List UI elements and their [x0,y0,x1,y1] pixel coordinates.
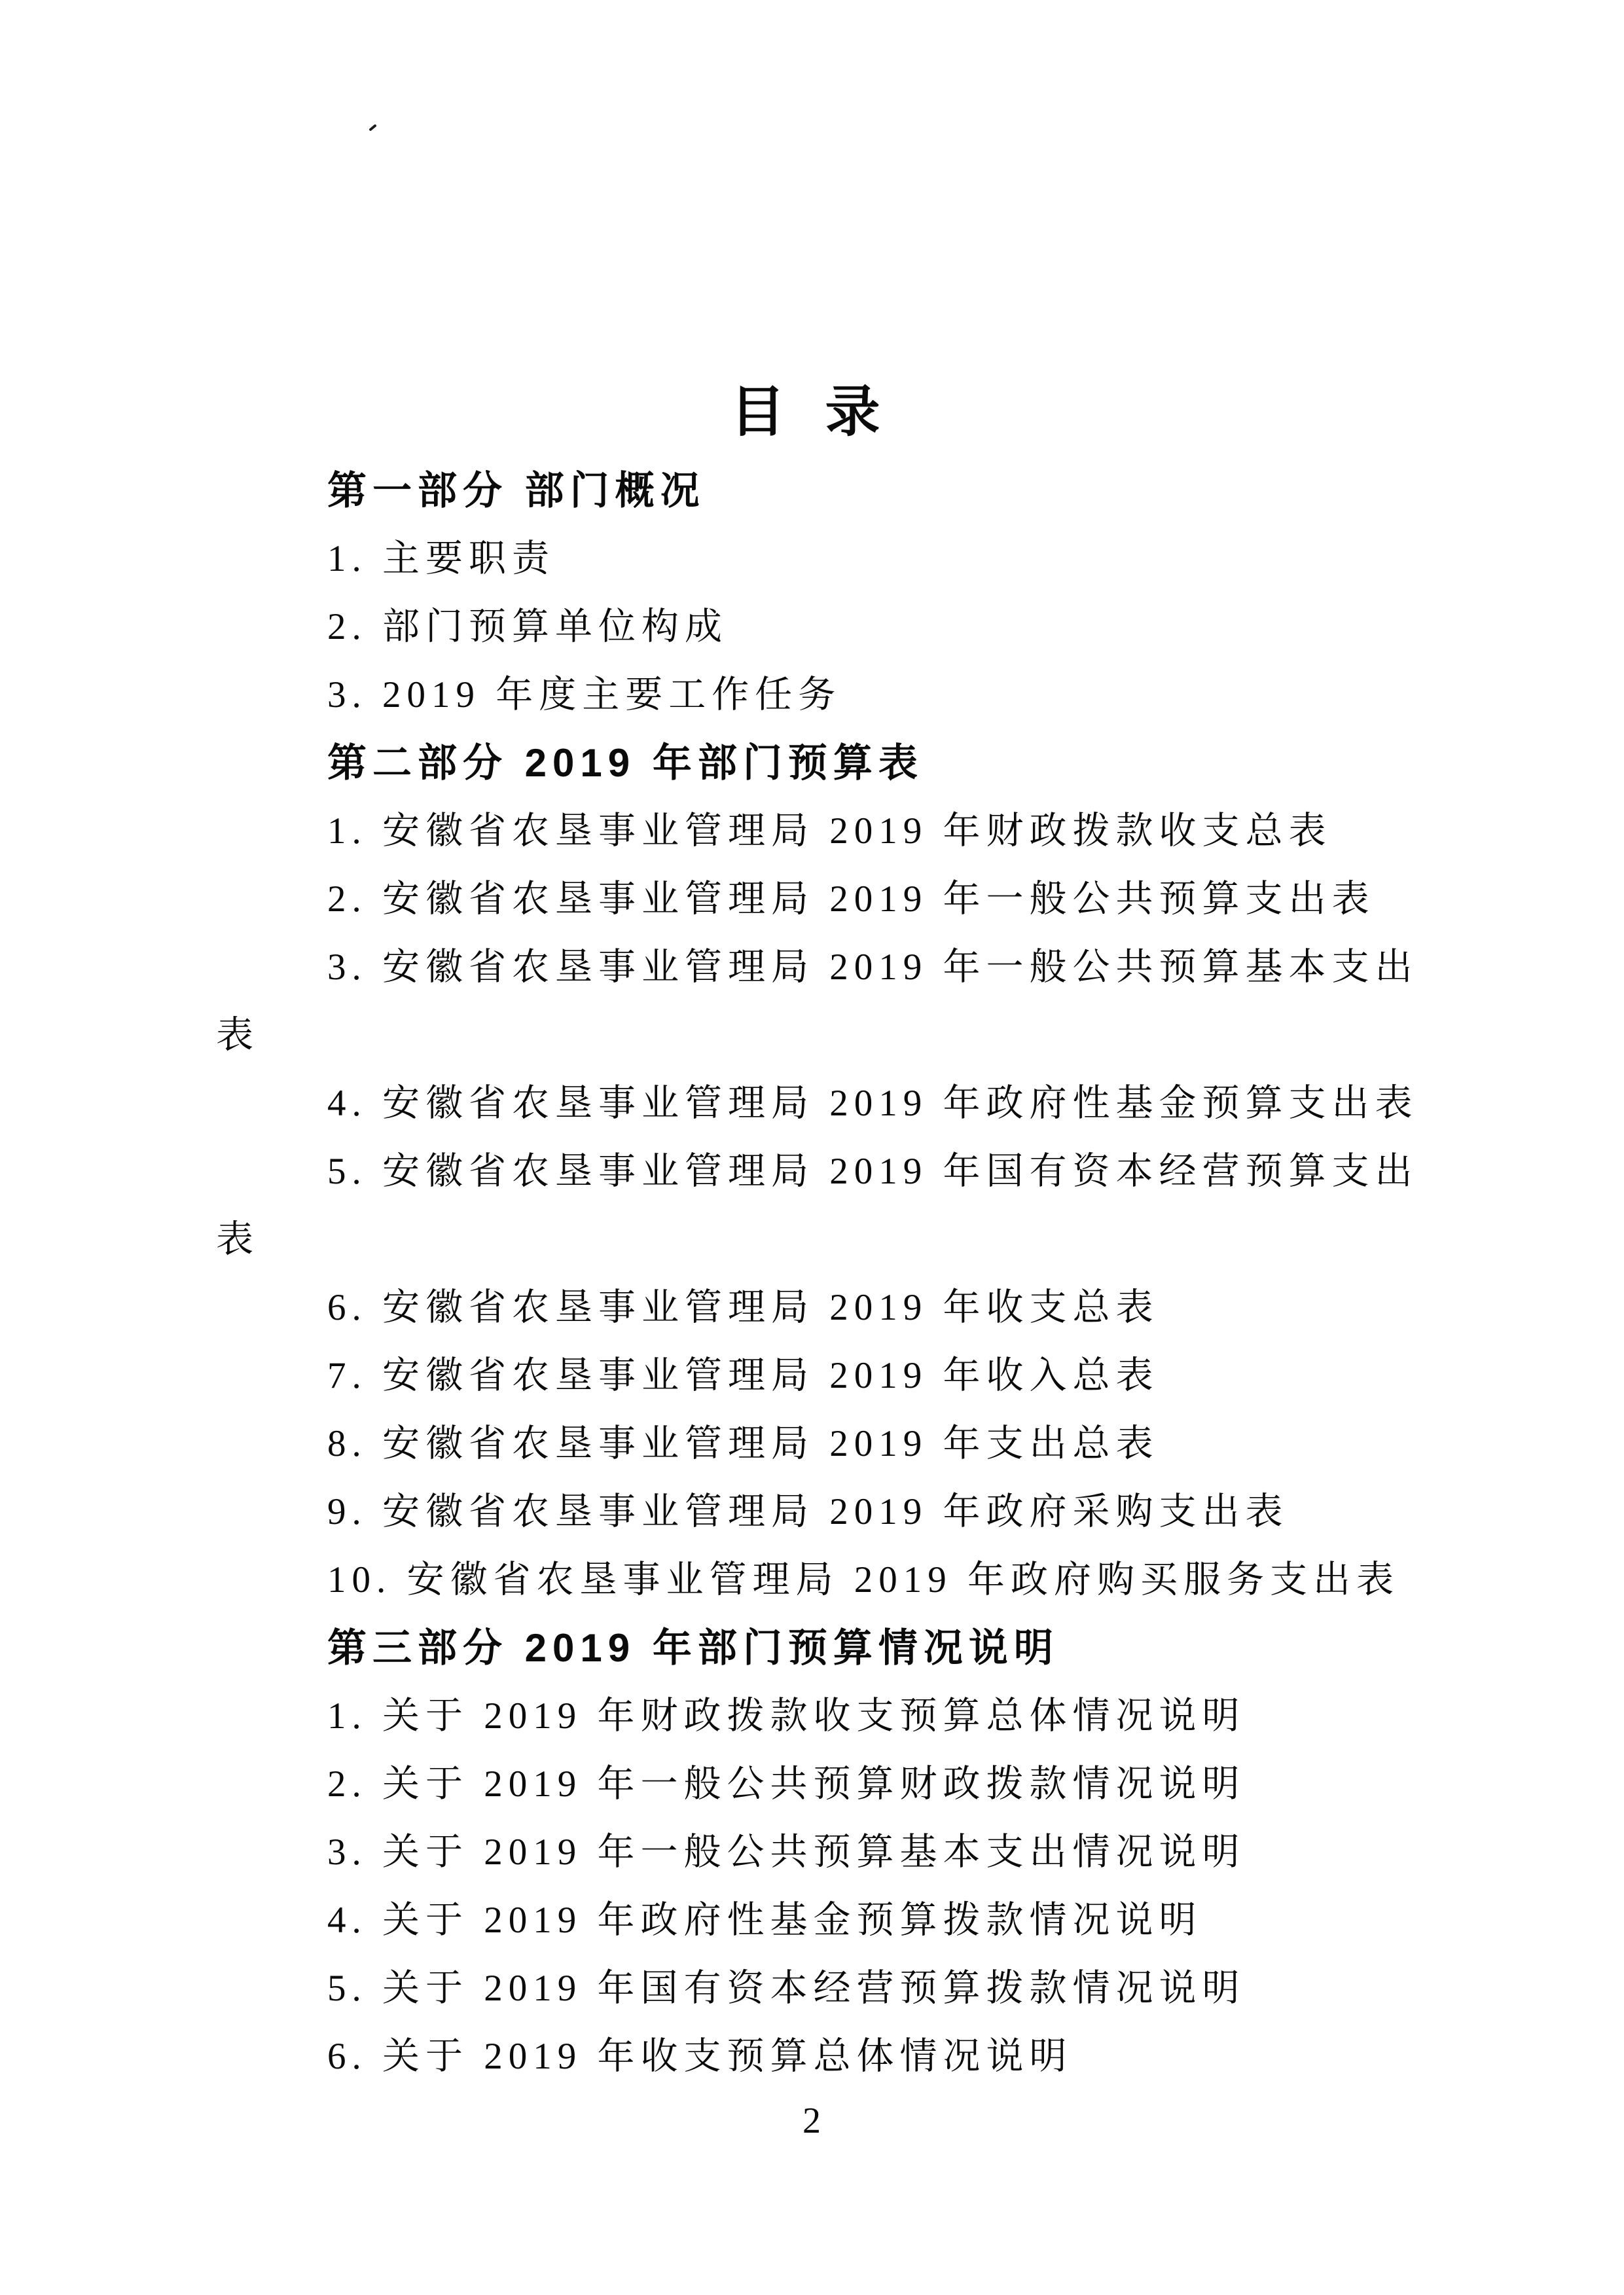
toc-section2-item2: 2. 安徽省农垦事业管理局 2019 年一般公共预算支出表 [327,878,1375,920]
toc-section2-item5: 5. 安徽省农垦事业管理局 2019 年国有资本经营预算支出 [327,1151,1418,1192]
toc-section1-item1: 1. 主要职责 [327,538,555,579]
page-number: 2 [803,2101,821,2141]
toc-section2-item7: 7. 安徽省农垦事业管理局 2019 年收入总表 [327,1355,1159,1396]
toc-section2-item1: 1. 安徽省农垦事业管理局 2019 年财政拨款收支总表 [327,810,1332,852]
toc-section1-item3: 3. 2019 年度主要工作任务 [327,674,842,715]
toc-section3-item6: 6. 关于 2019 年收支预算总体情况说明 [327,2036,1073,2077]
toc-section2-item4: 4. 安徽省农垦事业管理局 2019 年政府性基金预算支出表 [327,1083,1418,1124]
toc-section1-header: 第一部分 部门概况 [327,469,706,513]
toc-section3-item3: 3. 关于 2019 年一般公共预算基本支出情况说明 [327,1832,1246,1873]
toc-section2-item3: 3. 安徽省农垦事业管理局 2019 年一般公共预算基本支出 [327,947,1418,988]
toc-section3-item4: 4. 关于 2019 年政府性基金预算拨款情况说明 [327,1900,1202,1941]
toc-section1-item2: 2. 部门预算单位构成 [327,606,728,647]
toc-section2-item8: 8. 安徽省农垦事业管理局 2019 年支出总表 [327,1423,1159,1464]
toc-section3-header: 第三部分 2019 年部门预算情况说明 [327,1626,1059,1670]
toc-section3-item5: 5. 关于 2019 年国有资本经营预算拨款情况说明 [327,1968,1246,2009]
toc-section2-item3-continuation: 表 [216,1015,259,1056]
toc-section2-item9: 9. 安徽省农垦事业管理局 2019 年政府采购支出表 [327,1491,1289,1532]
toc-section2-item10: 10. 安徽省农垦事业管理局 2019 年政府购买服务支出表 [327,1559,1399,1600]
toc-section2-header: 第二部分 2019 年部门预算表 [327,741,924,785]
toc-section3-item1: 1. 关于 2019 年财政拨款收支预算总体情况说明 [327,1695,1246,1737]
toc-section3-item2: 2. 关于 2019 年一般公共预算财政拨款情况说明 [327,1763,1246,1805]
scan-speck-mark [369,124,377,131]
toc-section2-item6: 6. 安徽省农垦事业管理局 2019 年收支总表 [327,1287,1159,1328]
toc-section2-item5-continuation: 表 [216,1219,259,1260]
page-title: 目 录 [730,382,893,443]
table-of-contents [216,457,1418,2091]
